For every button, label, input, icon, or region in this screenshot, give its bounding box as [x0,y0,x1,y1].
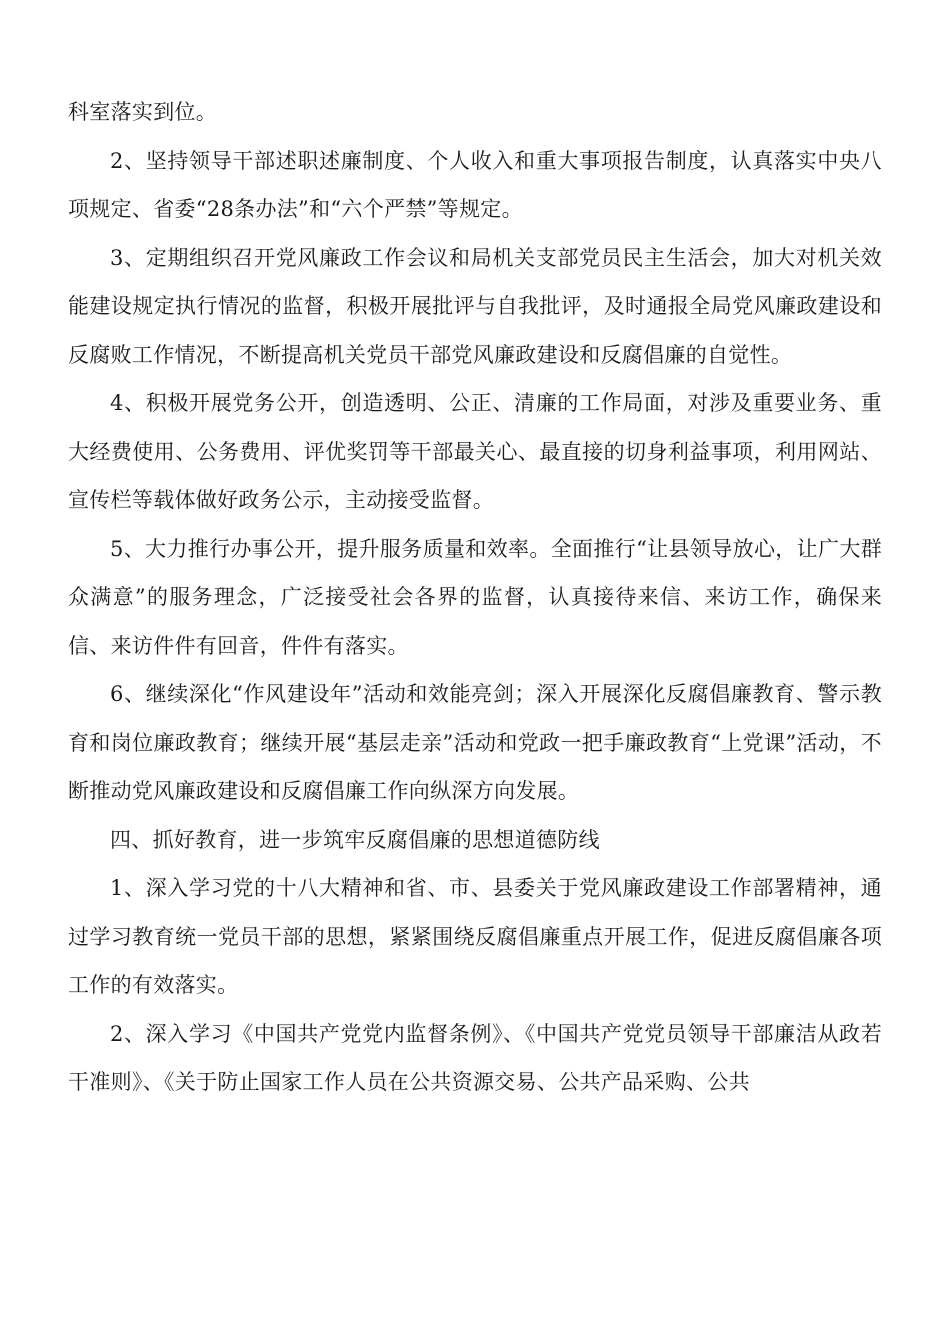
document-body [68,88,882,1107]
paragraph-item-6-work-style: 6、继续深化“作风建设年”活动和效能亮剑；深入开展深化反腐倡廉教育、警示教育和岗位廉政教育；继续开展“基层走亲”活动和党政一把手廉政教育“上党课”活动，不断推动党风廉政建设和反腐倡廉工作向纵深方向发展。 [68,682,882,803]
paragraph-item-4-party-affairs-disclosure: 4、积极开展党务公开，创造透明、公正、清廉的工作局面，对涉及重要业务、重大经费使用、公务费用、评优奖罚等干部最关心、最直接的切身利益事项，利用网站、宣传栏等载体做好政务公示，主动接受监督。 [68,391,882,512]
section-heading-education: 四、抓好教育，进一步筑牢反腐倡廉的思想道德防线 [110,827,600,852]
paragraph-continuation: 科室落实到位。 [68,100,218,124]
paragraph-item-3-meetings: 3、定期组织召开党风廉政工作会议和局机关支部党员民主生活会，加大对机关效能建设规定执行情况的监督，积极开展批评与自我批评，及时通报全局党风廉政建设和反腐败工作情况，不断提高机关党员干部党风廉政建设和反腐倡廉的自觉性。 [68,245,882,367]
paragraph-item-5-service-disclosure: 5、大力推行办事公开，提升服务质量和效率。全面推行“让县领导放心，让广大群众满意”的服务理念，广泛接受社会各界的监督，认真接待来信、来访工作，确保来信、来访件件有回音，件件有落实。 [68,536,882,658]
paragraph-item-1-study: 1、深入学习党的十八大精神和省、市、县委关于党风廉政建设工作部署精神，通过学习教育统一党员干部的思想，紧紧围绕反腐倡廉重点开展工作，促进反腐倡廉各项工作的有效落实。 [68,876,882,997]
paragraph-item-2-regulations: 2、深入学习《中国共产党党内监督条例》、《中国共产党党员领导干部廉洁从政若干准则》、《关于防止国家工作人员在公共资源交易、公共产品采购、公共 [68,1021,882,1094]
paragraph-item-2-reporting-system: 2、坚持领导干部述职述廉制度、个人收入和重大事项报告制度，认真落实中央八项规定、省委“28条办法”和“六个严禁”等规定。 [68,148,882,221]
